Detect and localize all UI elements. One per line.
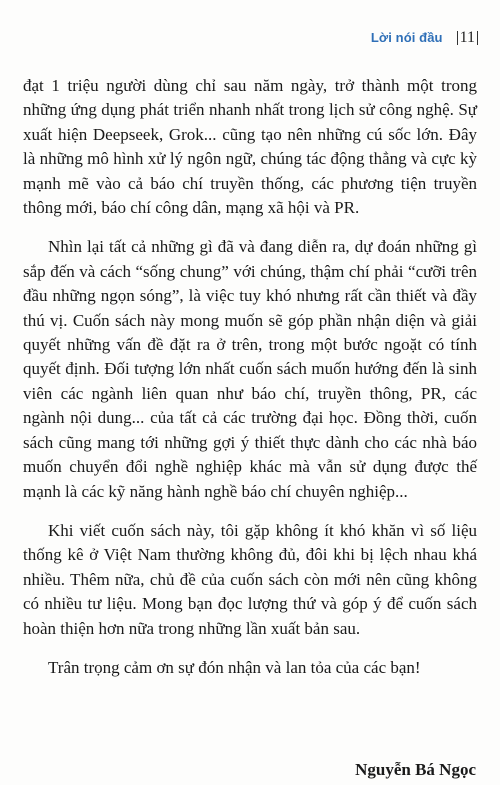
paragraph-thanks: Trân trọng cảm ơn sự đón nhận và lan tỏa của các bạn! <box>48 657 421 677</box>
paragraph: Khi viết cuốn sách này, tôi gặp không ít khó khăn vì số liệu thống kê ở Việt Nam thường không đủ, đôi khi bị lệch nhau khá nhiều. Thêm nữa, chủ đề của cuốn sách còn mới nên cũng không có nhiều tư liệu. Mong bạn đọc lượng thứ và góp ý để cuốn sách hoàn thiện hơn nữa trong những lần xuất bản sau. <box>23 520 477 638</box>
paragraph-continuation: đạt 1 triệu người dùng chỉ sau năm ngày, trở thành một trong những ứng dụng phát triển nhanh nhất trong lịch sử công nghệ. Sự xuất hiện Deepseek, Grok... cũng tạo nên những cú sốc lớn. Đây là những mô hình xử lý ngôn ngữ, chúng tác động thẳng và cực kỳ mạnh mẽ vào cả báo chí truyền thống, các phương tiện truyền thông mới, báo chí công dân, mạng xã hội và PR. <box>23 76 477 218</box>
author-signature: Nguyễn Bá Ngọc <box>355 760 476 779</box>
body-text <box>23 74 477 702</box>
paragraph: Nhìn lại tất cả những gì đã và đang diễn ra, dự đoán những gì sắp đến và cách “sống chung” với chúng, thậm chí phải “cưỡi trên đầu những ngọn sóng”, là việc tuy khó nhưng rất cần thiết và đầy thú vị. Cuốn sách này mong muốn sẽ góp phần nhận diện và giải quyết những vấn đề đặt ra ở trên, trong một bước ngoặt có tính quyết định. Đối tượng lớn nhất cuốn sách muốn hướng đến là sinh viên các ngành liên quan như báo chí, truyền thông, PR, các ngành nội dung... của tất cả các trường đại học. Đồng thời, cuốn sách cũng mang tới những gợi ý thiết thực dành cho các nhà báo muốn chuyển đổi nghề nghiệp khác mà vẫn sử dụng được thế mạnh là các kỹ năng hành nghề báo chí chuyên nghiệp... <box>23 237 477 501</box>
chapter-title: Lời nói đầu <box>370 30 443 45</box>
page-number: 11 <box>457 31 478 45</box>
running-header <box>371 30 478 45</box>
